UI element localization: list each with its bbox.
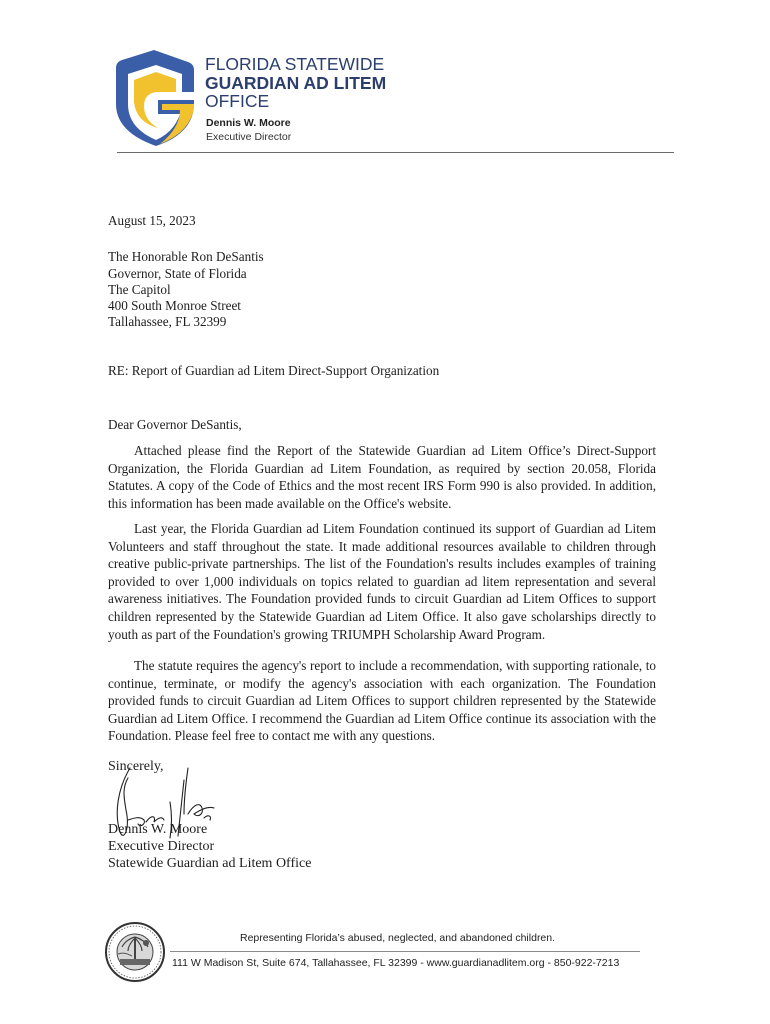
- closing: Sincerely,: [108, 759, 164, 774]
- signer-org: Statewide Guardian ad Litem Office: [108, 856, 312, 871]
- florida-state-seal: [104, 921, 166, 983]
- signer-name: Dennis W. Moore: [108, 822, 208, 837]
- org-name-line-2: GUARDIAN AD LITEM: [205, 73, 387, 93]
- org-name-line-3: OFFICE: [205, 91, 270, 111]
- footer-address: 111 W Madison St, Suite 674, Tallahassee, FL 32399 - www.guardianadlitem.org - 850-922-7213: [172, 957, 620, 969]
- body-paragraph-3: [108, 657, 656, 745]
- letter-date: August 15, 2023: [108, 213, 196, 228]
- paragraph-text: Attached please find the Report of the Statewide Guardian ad Litem Office’s Direct-Support Organization, the Florida Guardian ad Litem Foundation, as required by section 20.058, Florida Statutes. A copy of the Code of Ethics and the most recent IRS Form 990 is also provided. In addition, this information has been made available on the Office's website.: [108, 443, 656, 511]
- recipient-line: The Honorable Ron DeSantis: [108, 249, 264, 264]
- subject-line: RE: Report of Guardian ad Litem Direct-Support Organization: [108, 363, 440, 378]
- footer-tagline: Representing Florida’s abused, neglected, and abandoned children.: [240, 932, 556, 944]
- body-paragraph-2: [108, 520, 656, 643]
- gal-logo: [114, 48, 198, 148]
- recipient-line: 400 South Monroe Street: [108, 298, 241, 313]
- paragraph-text: Last year, the Florida Guardian ad Litem Foundation continued its support of Guardian ad Litem Volunteers and staff throughout the state. It made additional resources available to children through creative public-private partnerships. The list of the Foundation's results includes examples of training provided to over 1,000 individuals on topics related to guardian ad litem representation and several awareness initiatives. The Foundation provided funds to circuit Guardian ad Litem Offices to support children represented by the Statewide Guardian ad Litem Office. It also gave scholarships directly to youth as part of the Foundation's growing TRIUMPH Scholarship Award Program.: [108, 521, 656, 642]
- org-name-line-1: FLORIDA STATEWIDE: [205, 54, 385, 74]
- letterhead-divider: [117, 152, 674, 153]
- director-name: Dennis W. Moore: [206, 117, 291, 129]
- recipient-line: The Capitol: [108, 282, 171, 297]
- director-title: Executive Director: [206, 131, 292, 143]
- salutation: Dear Governor DeSantis,: [108, 417, 242, 432]
- footer-divider: [170, 951, 640, 952]
- body-paragraph-1: [108, 442, 656, 512]
- recipient-line: Tallahassee, FL 32399: [108, 314, 227, 329]
- signer-title: Executive Director: [108, 839, 215, 854]
- recipient-line: Governor, State of Florida: [108, 266, 247, 281]
- paragraph-text: The statute requires the agency's report to include a recommendation, with supporting rationale, to continue, terminate, or modify the agency's association with each organization. The Foundation provided funds to circuit Guardian ad Litem Offices to support children represented by the Statewide Guardian ad Litem Office. I recommend the Guardian ad Litem Office continue its association with the Foundation. Please feel free to contact me with any questions.: [108, 658, 656, 744]
